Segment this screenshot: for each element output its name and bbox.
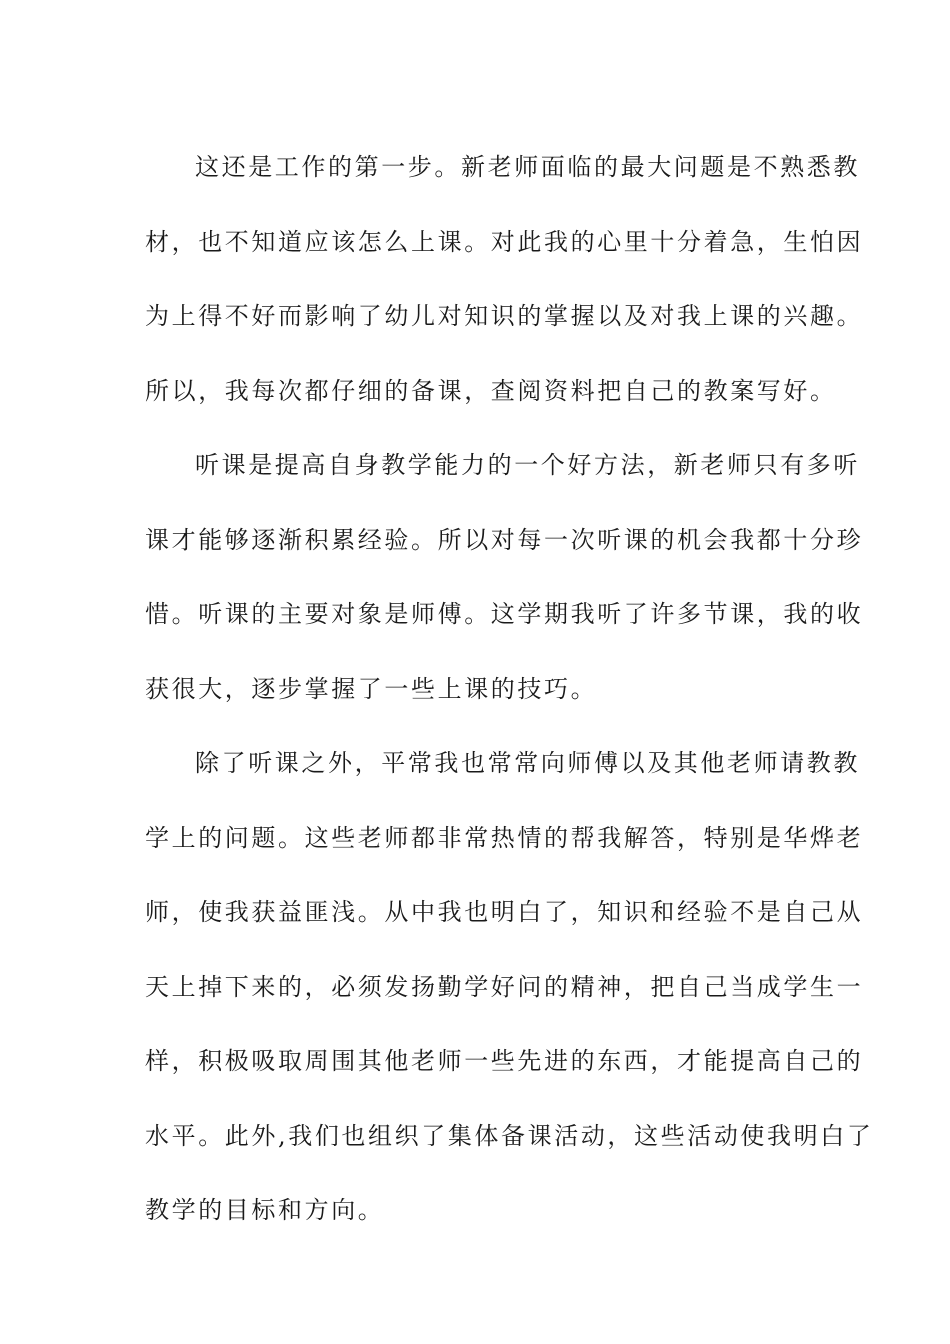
text-line: 听课是提高自身教学能力的一个好方法，新老师只有多听 [195,451,860,479]
paragraph-1 [145,130,864,428]
text-line: 材，也不知道应该怎么上课。对此我的心里十分着急，生怕因 [145,227,864,256]
text-line: 所以，我每次都仔细的备课，查阅资料把自己的教案写好。 [145,376,837,405]
text-line: 为上得不好而影响了幼儿对知识的掌握以及对我上课的兴趣。 [145,302,864,330]
text-line: 水平。此外,我们也组织了集体备课活动，这些活动使我明白了 [145,1121,874,1150]
text-line: 教学的目标和方向。 [145,1196,385,1224]
text-line: 获很大，逐步掌握了一些上课的技巧。 [145,674,598,703]
text-line: 惜。听课的主要对象是师傅。这学期我听了许多节课，我的收 [145,600,864,628]
text-line: 样，积极吸取周围其他老师一些先进的东西，才能提高自己的 [145,1047,864,1075]
body-text [145,130,874,1248]
paragraph-3 [145,726,874,1248]
text-line: 课才能够逐渐积累经验。所以对每一次听课的机会我都十分珍 [145,525,864,554]
text-line: 学上的问题。这些老师都非常热情的帮我解答，特别是华烨老 [145,823,864,852]
paragraph-2 [145,428,864,726]
text-line: 师，使我获益匪浅。从中我也明白了，知识和经验不是自己从 [145,898,864,926]
text-line: 除了听课之外，平常我也常常向师傅以及其他老师请教教 [195,749,860,777]
text-line: 天上掉下来的，必须发扬勤学好问的精神，把自己当成学生一 [145,972,864,1001]
text-line: 这还是工作的第一步。新老师面临的最大问题是不熟悉教 [195,153,860,181]
